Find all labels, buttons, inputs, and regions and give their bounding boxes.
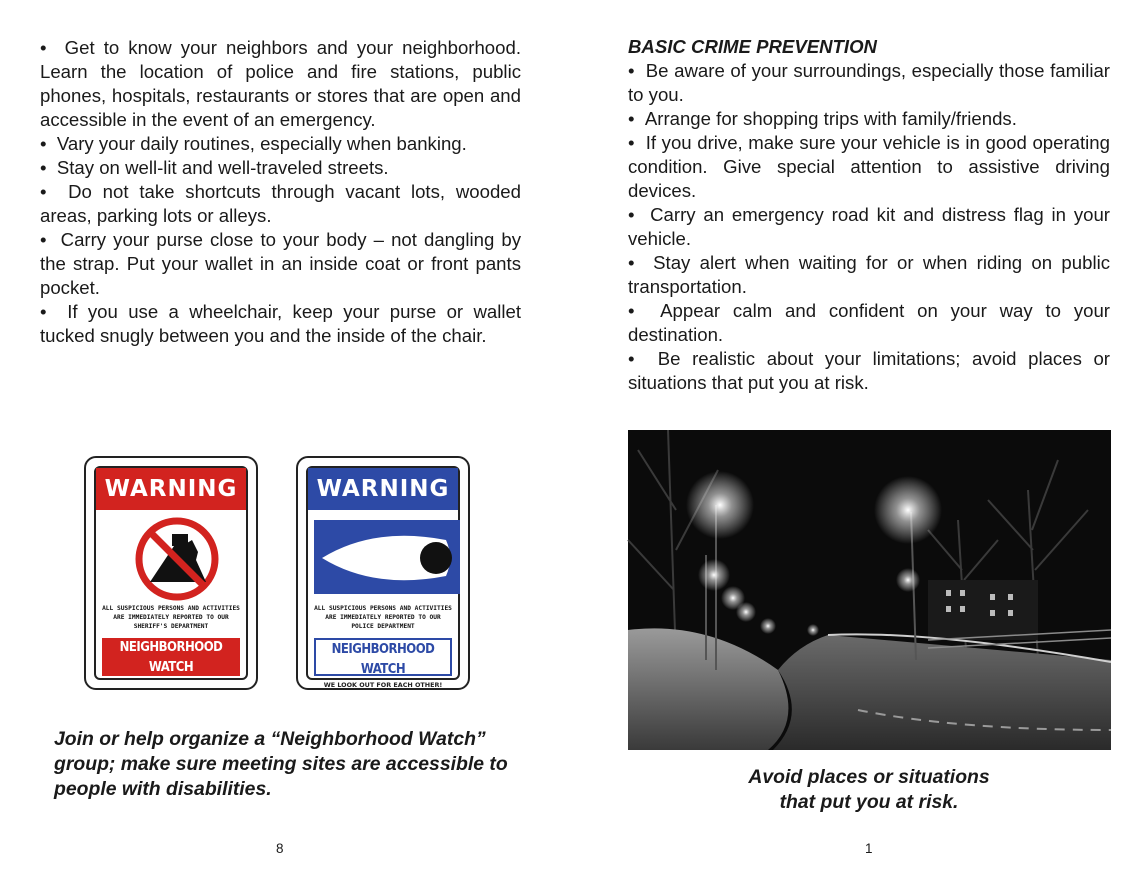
sign-title-box <box>314 638 452 689</box>
list-item: • If you drive, make sure your vehicle is in good operating condition. Give special attention to assistive driving devices. <box>628 131 1110 203</box>
list-item: • Appear calm and confident on your way to your destination. <box>628 299 1110 347</box>
right-column <box>628 35 1110 395</box>
sign-title: NEIGHBORHOOD WATCH <box>331 642 435 677</box>
no-burglar-icon <box>102 516 252 602</box>
left-column <box>40 36 521 348</box>
sign-title-box <box>102 638 240 687</box>
warning-sign-red <box>84 456 258 690</box>
photo-caption <box>628 765 1110 815</box>
list-item: • Carry an emergency road kit and distress flag in your vehicle. <box>628 203 1110 251</box>
sign-frame <box>306 466 460 689</box>
page-number-right: 1 <box>865 841 873 856</box>
list-item: • Get to know your neighbors and your neighborhood. Learn the location of police and fire stations, public phones, hospitals, restaurants or stores that are open and accessible in the event of an emergency. <box>40 36 521 132</box>
night-street-photo <box>628 430 1111 750</box>
page-number-left: 8 <box>276 841 284 856</box>
sign-tagline: WE LOOK OUT FOR EACH OTHER! <box>111 679 231 687</box>
sign-frame <box>94 466 248 687</box>
sign-fine-print: ALL SUSPICIOUS PERSONS AND ACTIVITIES ARE IMMEDIATELY REPORTED TO OUR POLICE DEPARTMENT <box>314 605 452 630</box>
list-item: • Do not take shortcuts through vacant lots, wooded areas, parking lots or alleys. <box>40 180 521 228</box>
list-item: • Vary your daily routines, especially when banking. <box>40 132 521 156</box>
sign-header: WARNING <box>96 468 246 510</box>
sign-tagline: WE LOOK OUT FOR EACH OTHER! <box>323 681 443 689</box>
section-heading: BASIC CRIME PREVENTION <box>628 36 877 57</box>
list-item: • Be aware of your surroundings, especially those familiar to you. <box>628 59 1110 107</box>
list-item: • Stay on well-lit and well-traveled streets. <box>40 156 521 180</box>
sign-title: NEIGHBORHOOD WATCH <box>119 640 223 675</box>
list-item: • Be realistic about your limitations; avoid places or situations that put you at risk. <box>628 347 1110 395</box>
neighborhood-watch-caption: Join or help organize a “Neighborhood Watch” group; make sure meeting sites are accessible to people with disabilities. <box>54 728 508 800</box>
photo-caption-line: that put you at risk. <box>779 791 959 813</box>
list-item: • Arrange for shopping trips with family/friends. <box>628 107 1110 131</box>
list-item: • Stay alert when waiting for or when riding on public transportation. <box>628 251 1110 299</box>
warning-sign-blue <box>296 456 470 690</box>
sign-header: WARNING <box>308 468 458 510</box>
list-item: • Carry your purse close to your body – not dangling by the strap. Put your wallet in an inside coat or front pants pocket. <box>40 228 521 300</box>
eye-icon <box>314 516 464 598</box>
photo-caption-line: Avoid places or situations <box>748 766 990 788</box>
list-item: • If you use a wheelchair, keep your purse or wallet tucked snugly between you and the inside of the chair. <box>40 300 521 348</box>
sign-fine-print: ALL SUSPICIOUS PERSONS AND ACTIVITIES ARE IMMEDIATELY REPORTED TO OUR SHERIFF'S DEPARTMENT <box>102 605 240 630</box>
